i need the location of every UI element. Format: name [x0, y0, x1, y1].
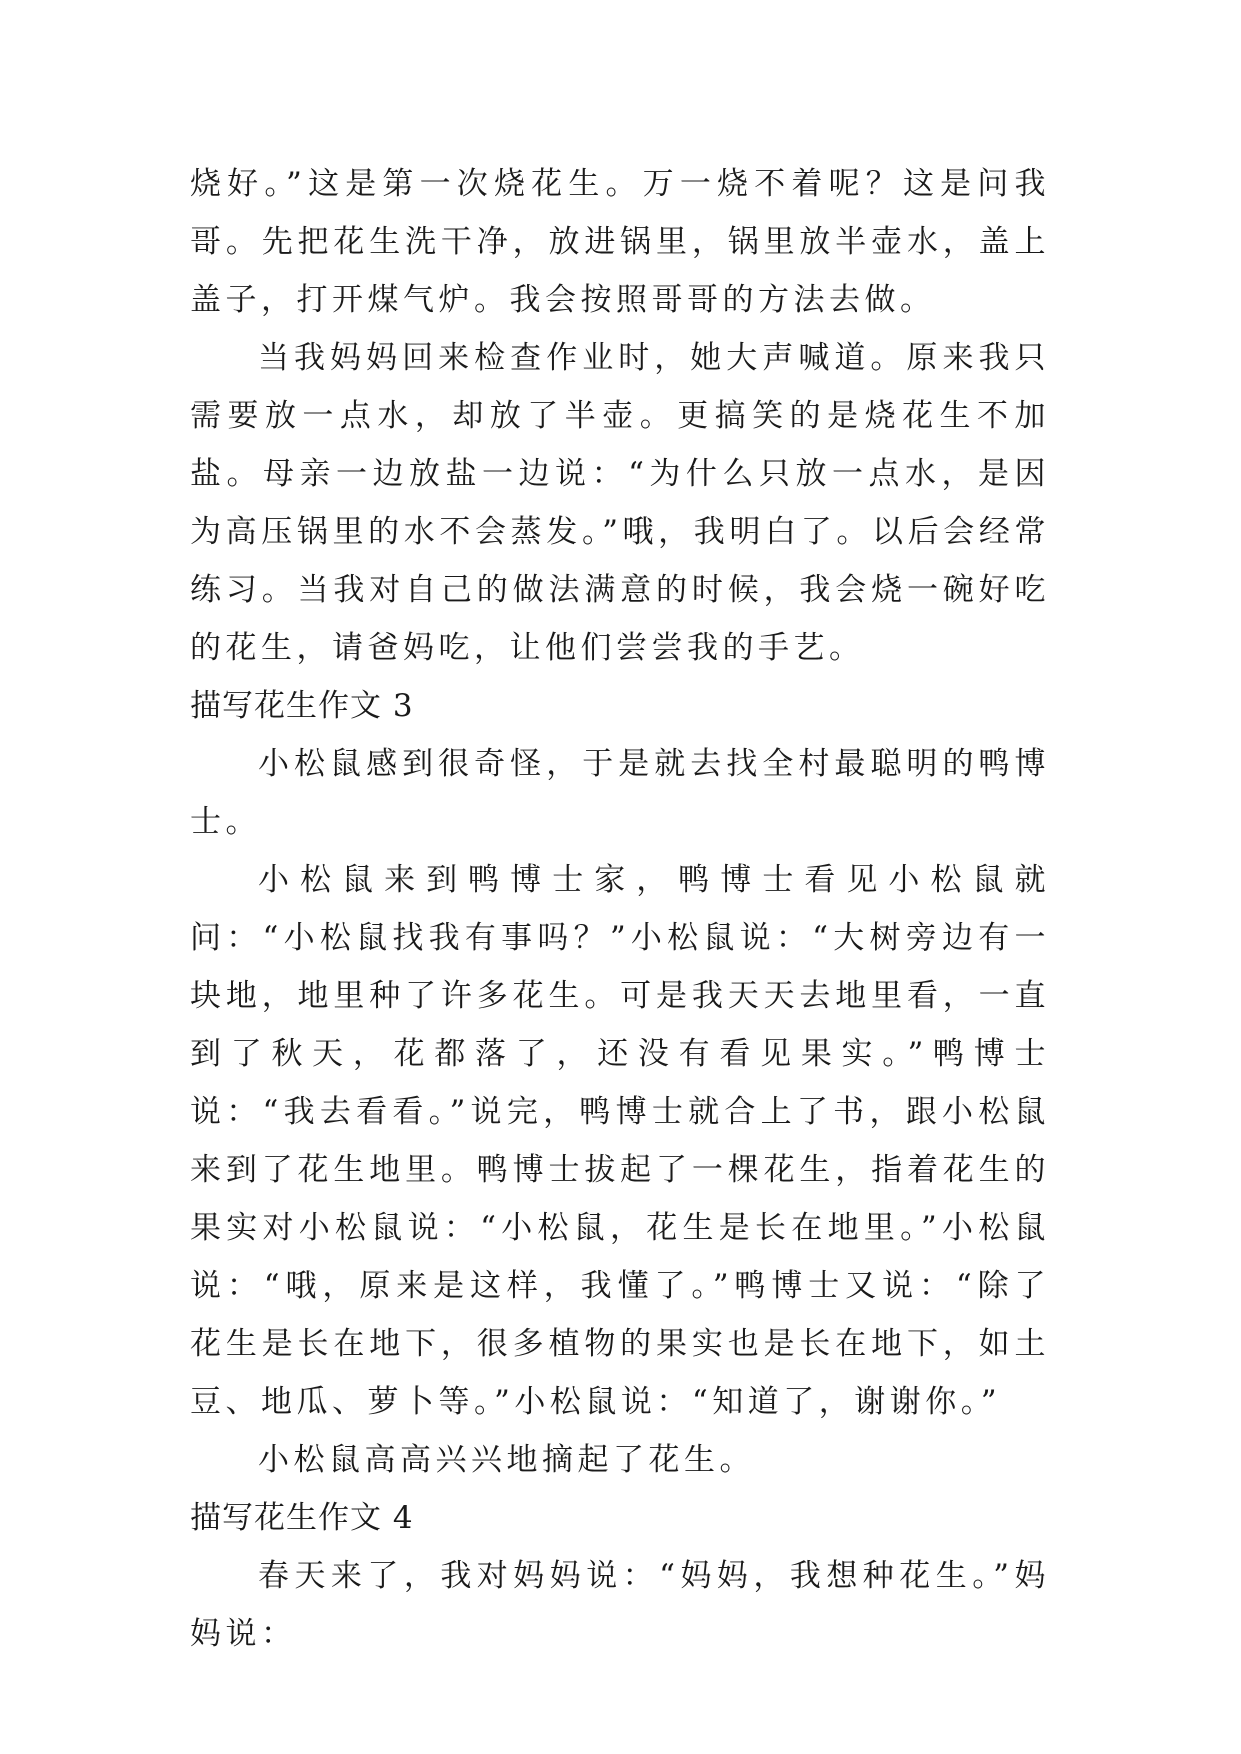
paragraph-cooking-intro: 烧好。”这是第一次烧花生。万一烧不着呢？这是问我哥。先把花生洗干净，放进锅里，锅里放半壶水，盖上盖子，打开煤气炉。我会按照哥哥的方法去做。: [190, 166, 1050, 318]
section-heading-essay-4: 描写花生作文 4: [190, 1500, 414, 1536]
paragraph-squirrel-happy: 小松鼠高高兴兴地摘起了花生。: [258, 1442, 755, 1478]
document-page: [190, 155, 1050, 1663]
section-heading-essay-3: 描写花生作文 3: [190, 688, 414, 724]
paragraph-squirrel-curious: 小松鼠感到很奇怪，于是就去找全村最聪明的鸭博士。: [190, 746, 1050, 840]
paragraph-spring-planting: 春天来了，我对妈妈说：“妈妈，我想种花生。”妈妈说：: [190, 1558, 1050, 1652]
paragraph-mother-check: 当我妈妈回来检查作业时，她大声喊道。原来我只需要放一点水，却放了半壶。更搞笑的是烧花生不加盐。母亲一边放盐一边说：“为什么只放一点水，是因为高压锅里的水不会蒸发。”哦，我明白了。以后会经常练习。当我对自己的做法满意的时候，我会烧一碗好吃的花生，请爸妈吃，让他们尝尝我的手艺。: [190, 340, 1050, 666]
paragraph-duck-doctor: 小松鼠来到鸭博士家，鸭博士看见小松鼠就问：“小松鼠找我有事吗？”小松鼠说：“大树旁边有一块地，地里种了许多花生。可是我天天去地里看，一直到了秋天，花都落了，还没有看见果实。”鸭博士说：“我去看看。”说完，鸭博士就合上了书，跟小松鼠来到了花生地里。鸭博士拔起了一棵花生，指着花生的果实对小松鼠说：“小松鼠，花生是长在地里。”小松鼠说：“哦，原来是这样，我懂了。”鸭博士又说：“除了花生是长在地下，很多植物的果实也是长在地下，如土豆、地瓜、萝卜等。”小松鼠说：“知道了，谢谢你。”: [190, 862, 1050, 1420]
